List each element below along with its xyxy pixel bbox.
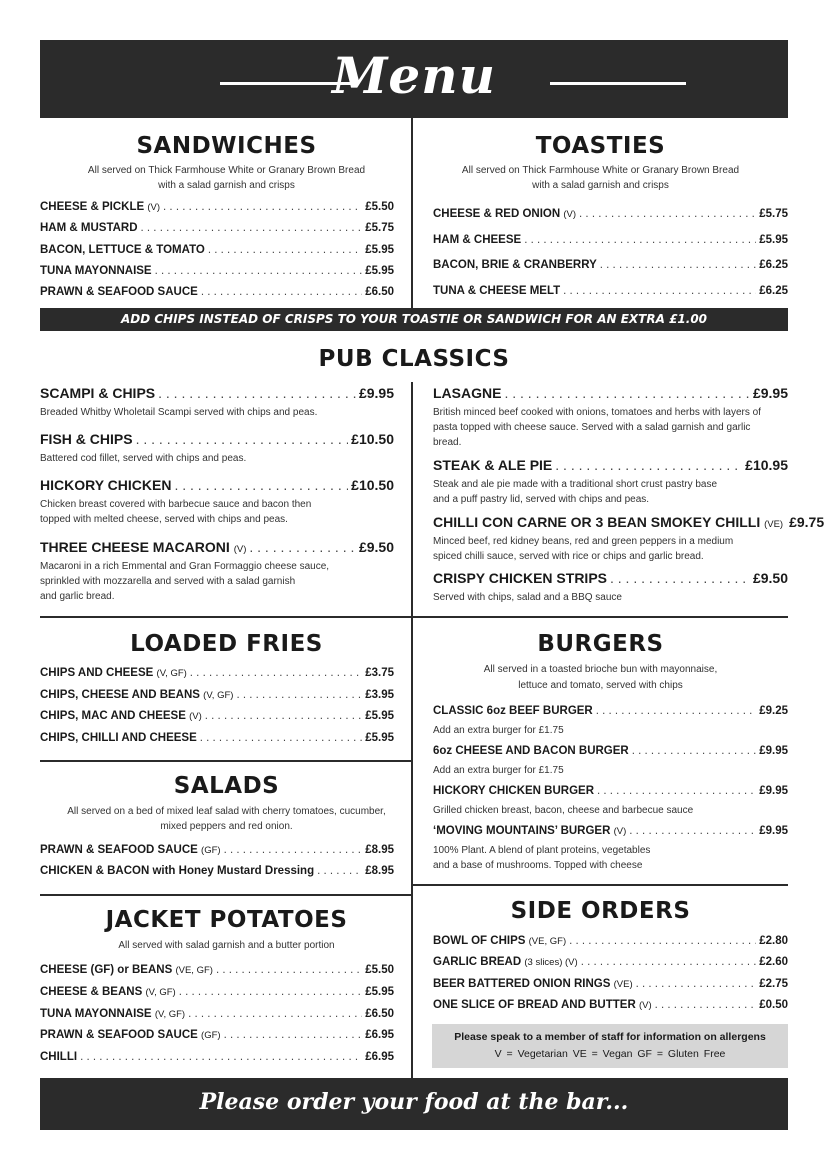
item-name-text: CHICKEN & BACON with Honey Mustard Dressing: [40, 865, 315, 877]
dot-leader: [163, 201, 362, 213]
item-name: [40, 667, 187, 679]
allergen-key: V = Vegetarian VE = Vegan GF = Gluten Free: [494, 1048, 726, 1060]
item-description: Breaded Whitby Wholetail Scampi served with chips and peas.: [40, 407, 318, 418]
item-name-text: CHIPS, MAC AND CHEESE: [40, 710, 186, 722]
item-price: £5.75: [365, 222, 394, 235]
menu-item: [40, 964, 394, 976]
item-price: £6.25: [759, 285, 788, 298]
menu-item: [433, 385, 788, 401]
sandwiches-title: SANDWICHES: [136, 133, 317, 159]
item-name-text: STEAK & ALE PIE: [433, 457, 553, 473]
dot-leader: [504, 385, 750, 401]
dietary-tag: (V, GF): [203, 689, 234, 701]
item-price: £5.75: [759, 208, 788, 220]
item-name: [40, 689, 233, 701]
divider-lower: [40, 616, 788, 618]
item-name-text: BACON, LETTUCE & TOMATO: [40, 243, 205, 256]
item-name-text: HICKORY CHICKEN BURGER: [433, 785, 595, 797]
sandwiches-subtitle-2: with a salad garnish and crisps: [158, 180, 295, 191]
divider-classics: [411, 382, 413, 616]
item-name-text: TUNA & CHEESE MELT: [433, 285, 561, 298]
jacket-potatoes-title: JACKET POTATOES: [105, 907, 348, 933]
item-description: and a puff pastry lid, served with chips and peas.: [433, 494, 650, 505]
item-price: £8.95: [365, 865, 394, 877]
menu-item: [40, 265, 394, 277]
menu-item: [433, 514, 825, 530]
item-price: £9.50: [752, 570, 788, 586]
item-name: [40, 710, 202, 722]
burgers-subtitle-1: All served in a toasted brioche bun with mayonnaise,: [483, 664, 718, 675]
toasties-title: TOASTIES: [535, 133, 666, 159]
dot-leader: [655, 999, 757, 1011]
item-name: [40, 844, 221, 856]
menu-item: [40, 1008, 394, 1020]
item-name-text: CRISPY CHICKEN STRIPS: [433, 570, 607, 586]
item-name-text: LASAGNE: [433, 385, 502, 401]
item-description: Minced beef, red kidney beans, red and green peppers in a medium: [433, 536, 734, 547]
dot-leader: [141, 222, 363, 234]
dietary-tag: (3 slices) (V): [524, 957, 578, 969]
menu-item: [40, 539, 394, 555]
dot-leader: [317, 865, 362, 877]
item-price: £6.95: [365, 1029, 394, 1042]
item-name: [40, 201, 160, 213]
dot-leader: [200, 732, 362, 744]
salads-title: SALADS: [173, 773, 280, 799]
dot-leader: [555, 457, 742, 473]
item-name-text: HICKORY CHICKEN: [40, 477, 172, 493]
menu-item: [433, 978, 788, 990]
item-price: £2.80: [759, 935, 788, 947]
salads-subtitle-1: All served on a bed of mixed leaf salad with cherry tomatoes, cucumber,: [67, 806, 386, 817]
dietary-tag: (VE): [613, 978, 633, 990]
item-price: £9.95: [759, 785, 788, 797]
item-name-text: CHEESE (GF) or BEANS: [40, 964, 173, 976]
item-description: British minced beef cooked with onions, tomatoes and herbs with layers of: [433, 407, 761, 418]
dot-leader: [205, 710, 362, 722]
item-price: £6.25: [759, 259, 788, 272]
divider-salads-jackets: [40, 894, 413, 896]
item-description: Steak and ale pie made with a traditional short crust pastry base: [433, 479, 718, 490]
menu-item: [433, 234, 788, 246]
item-name-text: HAM & MUSTARD: [40, 222, 138, 235]
item-price: £10.95: [745, 457, 788, 473]
item-name: [433, 745, 629, 757]
dot-leader: [136, 431, 349, 447]
menu-item: [433, 825, 788, 837]
item-name-text: HAM & CHEESE: [433, 233, 522, 246]
item-name-text: THREE CHEESE MACARONI: [40, 539, 230, 555]
item-price: £9.95: [752, 385, 788, 401]
dot-leader: [224, 1029, 363, 1041]
menu-title: Menu: [332, 46, 496, 105]
item-name: [40, 865, 314, 877]
menu-item: [40, 385, 394, 401]
dot-leader: [629, 825, 756, 837]
item-name-text: CHIPS, CHEESE AND BEANS: [40, 688, 200, 701]
dot-leader: [80, 1051, 362, 1063]
divider-burgers-sides: [413, 884, 788, 886]
menu-item: [40, 844, 394, 856]
item-name: [433, 785, 594, 797]
item-name: [40, 986, 176, 998]
jacket-potatoes-subtitle: All served with salad garnish and a butter portion: [118, 940, 335, 951]
item-price: £9.95: [759, 745, 788, 757]
item-description: Battered cod fillet, served with chips and peas.: [40, 453, 247, 464]
item-description: and garlic bread.: [40, 591, 115, 602]
dot-leader: [610, 570, 750, 586]
loaded-fries-title: LOADED FRIES: [130, 631, 323, 657]
menu-item: [40, 1029, 394, 1041]
item-name-text: CHIPS AND CHEESE: [40, 667, 154, 679]
dietary-tag: (VE): [764, 519, 784, 530]
item-description: sprinkled with mozzarella and served with a salad garnish: [40, 576, 296, 587]
item-price: £9.95: [358, 385, 394, 401]
menu-item: [433, 999, 788, 1011]
menu-item: [40, 431, 394, 447]
item-price: £3.95: [365, 688, 394, 701]
item-price: £10.50: [351, 431, 394, 447]
item-description: and a base of mushrooms. Topped with cheese: [433, 860, 643, 871]
item-name-text: ONE SLICE OF BREAD AND BUTTER: [433, 998, 636, 1011]
dot-leader: [216, 964, 362, 976]
item-name-text: GARLIC BREAD: [433, 956, 522, 969]
pub-classics-title: PUB CLASSICS: [318, 346, 510, 372]
dietary-tag: (VE, GF): [175, 965, 213, 976]
dietary-tag: (V): [189, 711, 202, 722]
item-name: [40, 1008, 185, 1020]
menu-item: [433, 457, 788, 473]
menu-item: [40, 286, 394, 298]
item-name: [433, 956, 578, 968]
menu-item: [433, 785, 788, 797]
item-description: Chicken breast covered with barbecue sauce and bacon then: [40, 499, 312, 510]
dot-leader: [563, 285, 756, 297]
menu-item: [433, 570, 788, 586]
item-description: Grilled chicken breast, bacon, cheese and barbecue sauce: [433, 805, 694, 816]
menu-item: [40, 865, 394, 877]
item-name: [433, 285, 560, 297]
dot-leader: [636, 978, 757, 990]
item-name: [40, 964, 213, 976]
item-name-text: CHILLI CON CARNE OR 3 BEAN SMOKEY CHILLI: [433, 514, 761, 530]
side-orders-title: SIDE ORDERS: [510, 898, 691, 924]
item-description: topped with melted cheese, served with chips and peas.: [40, 514, 288, 525]
menu-item: [433, 705, 788, 717]
item-description: 100% Plant. A blend of plant proteins, vegetables: [433, 845, 651, 856]
item-name: [433, 234, 521, 246]
dietary-tag: (GF): [201, 845, 221, 856]
item-description: Served with chips, salad and a BBQ sauce: [433, 592, 622, 603]
item-name: [40, 286, 198, 298]
menu-item: [40, 689, 394, 701]
item-price: £5.95: [365, 985, 394, 998]
item-price: £0.50: [759, 998, 788, 1011]
chips-upgrade-banner: [40, 308, 788, 331]
dot-leader: [581, 956, 757, 968]
item-name-text: ‘MOVING MOUNTAINS’ BURGER: [433, 825, 611, 837]
item-price: £2.75: [759, 977, 788, 990]
divider-fries-salads: [40, 760, 413, 762]
dietary-tag: (V): [147, 202, 161, 213]
item-name: [433, 259, 597, 271]
item-name: [40, 431, 133, 447]
dietary-tag: (V): [638, 999, 652, 1011]
menu-item: [40, 1051, 394, 1063]
dietary-tag: (V, GF): [145, 986, 176, 998]
item-name: [433, 999, 652, 1011]
item-name-text: CHEESE & PICKLE: [40, 201, 145, 213]
item-name-text: 6oz CHEESE AND BACON BURGER: [433, 745, 629, 757]
dietary-tag: (V): [563, 209, 577, 220]
item-name: [433, 208, 576, 220]
item-name-text: CHEESE & RED ONION: [433, 208, 561, 220]
dot-leader: [190, 667, 362, 679]
menu-item: [40, 986, 394, 998]
dot-leader: [174, 477, 348, 493]
item-description: spiced chilli sauce, served with rice or chips and garlic bread.: [433, 551, 704, 562]
item-name: [433, 570, 607, 586]
item-price: £6.50: [365, 286, 394, 299]
item-price: £10.50: [351, 477, 394, 493]
dot-leader: [597, 785, 756, 797]
item-name-text: CHEESE & BEANS: [40, 985, 143, 998]
dot-leader: [208, 244, 362, 256]
item-name: [433, 705, 593, 717]
item-name-text: TUNA MAYONNAISE: [40, 264, 152, 277]
item-name: [433, 935, 566, 947]
burgers-title: BURGERS: [537, 631, 664, 657]
item-name-text: BEER BATTERED ONION RINGS: [433, 977, 611, 990]
item-name: [433, 514, 783, 530]
item-price: £2.60: [759, 956, 788, 969]
dot-leader: [249, 539, 356, 555]
menu-item: [40, 222, 394, 234]
item-name-text: BOWL OF CHIPS: [433, 935, 526, 947]
item-name: [40, 244, 205, 256]
item-name-text: SCAMPI & CHIPS: [40, 385, 156, 401]
menu-header: [40, 40, 788, 118]
item-name: [433, 978, 633, 990]
item-name-text: PRAWN & SEAFOOD SAUCE: [40, 286, 198, 299]
dot-leader: [569, 935, 756, 947]
dietary-tag: (VE, GF): [528, 936, 567, 947]
burgers-subtitle-2: lettuce and tomato, served with chips: [518, 680, 683, 691]
menu-item: [40, 477, 394, 493]
salads-subtitle-2: mixed peppers and red onion.: [160, 821, 293, 832]
allergen-notice: Please speak to a member of staff for information on allergens: [454, 1031, 766, 1043]
item-price: £5.50: [365, 964, 394, 976]
dot-leader: [579, 208, 756, 220]
item-description: Add an extra burger for £1.75: [433, 765, 564, 776]
menu-item: [40, 732, 394, 744]
dot-leader: [188, 1008, 362, 1020]
item-name: [40, 539, 246, 555]
dot-leader: [632, 745, 756, 757]
item-price: £5.95: [365, 710, 394, 722]
item-price: £3.75: [365, 667, 394, 679]
allergen-info-box: [432, 1024, 788, 1068]
menu-item: [40, 710, 394, 722]
item-price: £5.95: [365, 264, 394, 277]
menu-item: [433, 935, 788, 947]
item-name: [40, 265, 152, 277]
dietary-tag: (V): [233, 544, 247, 555]
item-name: [40, 1029, 221, 1041]
dot-leader: [224, 844, 363, 856]
item-name-text: CHIPS, CHILLI AND CHEESE: [40, 731, 197, 744]
sandwiches-subtitle-1: All served on Thick Farmhouse White or Granary Brown Bread: [87, 165, 366, 176]
item-description: pasta topped with cheese sauce. Served with a salad garnish and garlic: [433, 422, 751, 433]
dot-leader: [179, 986, 363, 998]
item-name: [433, 457, 552, 473]
item-price: £6.50: [365, 1007, 394, 1020]
item-price: £5.50: [365, 201, 394, 213]
item-name: [40, 385, 155, 401]
item-name-text: BACON, BRIE & CRANBERRY: [433, 259, 597, 272]
item-price: £5.95: [365, 243, 394, 256]
item-name: [40, 1051, 77, 1063]
menu-item: [40, 201, 394, 213]
item-description: Add an extra burger for £1.75: [433, 725, 564, 736]
menu-item: [433, 745, 788, 757]
menu-item: [433, 285, 788, 297]
dietary-tag: (V, GF): [156, 668, 187, 679]
dot-leader: [155, 265, 363, 277]
item-name: [40, 477, 171, 493]
dot-leader: [524, 234, 756, 246]
item-name-text: PRAWN & SEAFOOD SAUCE: [40, 844, 198, 856]
dot-leader: [201, 286, 362, 298]
dietary-tag: (V, GF): [154, 1008, 186, 1020]
menu-item: [433, 956, 788, 968]
item-price: £6.95: [365, 1051, 394, 1064]
item-price: £9.95: [759, 825, 788, 837]
item-price: £8.95: [365, 844, 394, 856]
item-name: [433, 385, 501, 401]
dot-leader: [600, 259, 756, 271]
item-price: £9.25: [759, 705, 788, 717]
item-name-text: TUNA MAYONNAISE: [40, 1007, 152, 1020]
footer-text: Please order your food at the bar...: [199, 1089, 629, 1115]
item-name: [433, 825, 626, 837]
item-name: [40, 222, 138, 234]
item-name-text: FISH & CHIPS: [40, 431, 133, 447]
item-price: £9.75: [789, 514, 825, 530]
dot-leader: [596, 705, 756, 717]
item-name-text: PRAWN & SEAFOOD SAUCE: [40, 1029, 198, 1042]
item-name: [40, 732, 197, 744]
menu-item: [433, 259, 788, 271]
toasties-subtitle-1: All served on Thick Farmhouse White or Granary Brown Bread: [461, 165, 740, 176]
dot-leader: [236, 689, 362, 701]
right-rule: [550, 82, 686, 85]
menu-item: [433, 208, 788, 220]
dietary-tag: (GF): [201, 1030, 221, 1042]
item-name-text: CHILLI: [40, 1051, 78, 1064]
menu-item: [40, 667, 394, 679]
menu-item: [40, 244, 394, 256]
item-price: £5.95: [759, 233, 788, 246]
toasties-subtitle-2: with a salad garnish and crisps: [532, 180, 669, 191]
item-description: bread.: [433, 437, 462, 448]
item-description: Macaroni in a rich Emmental and Gran Formaggio cheese sauce,: [40, 561, 330, 572]
footer-banner: [40, 1078, 788, 1130]
dietary-tag: (V): [613, 826, 627, 837]
item-name-text: CLASSIC 6oz BEEF BURGER: [433, 705, 593, 717]
dot-leader: [158, 385, 356, 401]
item-price: £9.50: [358, 539, 394, 555]
item-price: £5.95: [365, 731, 394, 744]
chips-upgrade-text: ADD CHIPS INSTEAD OF CRISPS TO YOUR TOASTIE OR SANDWICH FOR AN EXTRA £1.00: [120, 312, 708, 326]
